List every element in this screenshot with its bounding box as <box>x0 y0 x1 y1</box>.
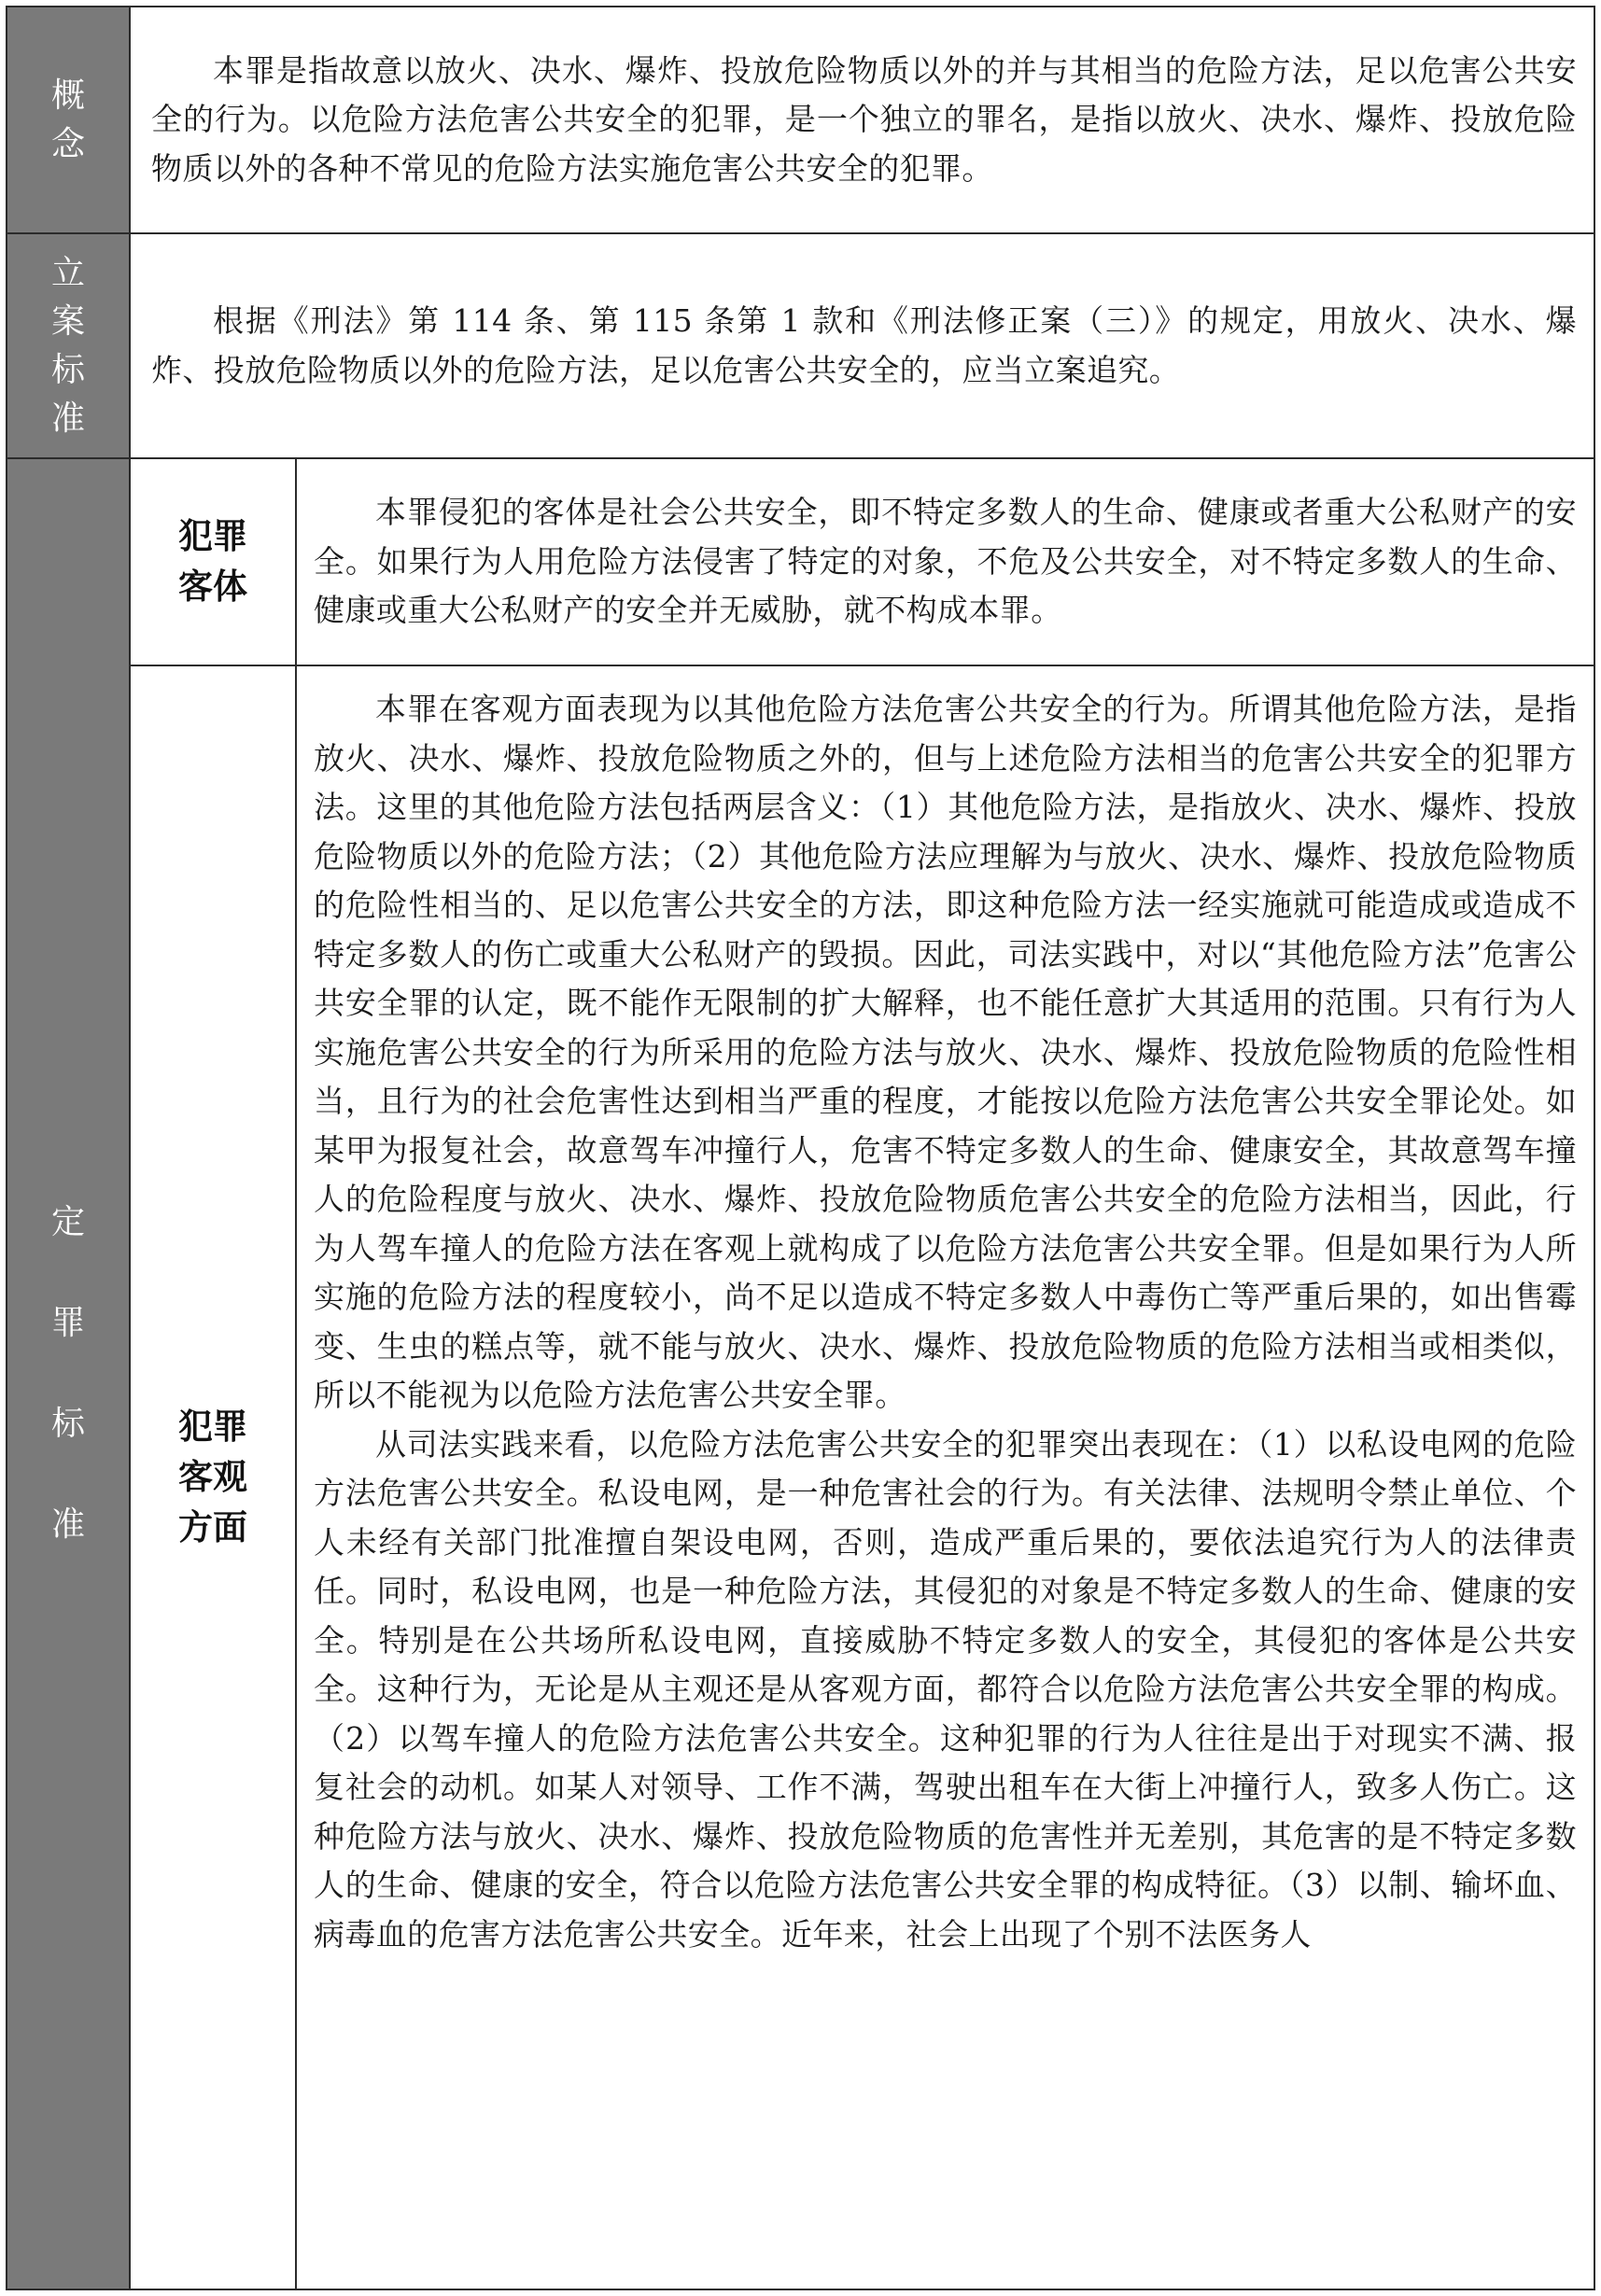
crime-objective-aspect-label: 犯罪客观方面 <box>178 1407 247 1547</box>
conviction-standard-row <box>7 459 1594 2289</box>
crime-object-subrow <box>131 459 1594 666</box>
conviction-standard-label: 定罪标准 <box>50 1203 85 1544</box>
filing-standard-row <box>7 234 1594 459</box>
crime-object-content-cell <box>297 459 1594 665</box>
filing-standard-content-cell <box>131 234 1594 457</box>
concept-text: 本罪是指故意以放火、决水、爆炸、投放危险物质以外的并与其相当的危险方法，足以危害公共安全的行为。以危险方法危害公共安全的犯罪，是一个独立的罪名，是指以放火、决水、爆炸、投放危险物质以外的各种不常见的危险方法实施危害公共安全的犯罪。 <box>151 51 1577 187</box>
conviction-standard-label-cell <box>7 459 131 2289</box>
crime-object-label: 犯罪客体 <box>178 516 247 607</box>
crime-objective-aspect-content-cell <box>297 666 1594 2289</box>
filing-standard-label-cell <box>7 234 131 457</box>
objective-paragraph: 本罪在客观方面表现为以其他危险方法危害公共安全的行为。所谓其他危险方法，是指放火、决水、爆炸、投放危险物质之外的，但与上述危险方法相当的危害公共安全的犯罪方法。这里的其他危险方法包括两层含义：（1）其他危险方法，是指放火、决水、爆炸、投放危险物质以外的危险方法；（2）其他危险方法应理解为与放火、决水、爆炸、投放危险物质的危险性相当的、足以危害公共安全的方法，即这种危险方法一经实施就可能造成或造成不特定多数人的伤亡或重大公私财产的毁损。因此，司法实践中，对以“其他危险方法”危害公共安全罪的认定，既不能作无限制的扩大解释，也不能任意扩大其适用的范围。只有行为人实施危害公共安全的行为所采用的危险方法与放火、决水、爆炸、投放危险物质的危险性相当，且行为的社会危害性达到相当严重的程度，才能按以危险方法危害公共安全罪论处。如某甲为报复社会，故意驾车冲撞行人，危害不特定多数人的生命、健康安全，其故意驾车撞人的危险程度与放火、决水、爆炸、投放危险物质危害公共安全的危险方法相当，因此，行为人驾车撞人的危险方法在客观上就构成了以危险方法危害公共安全罪。但是如果行为人所实施的危险方法的程度较小，尚不足以造成不特定多数人中毒伤亡等严重后果的，如出售霉变、生虫的糕点等，就不能与放火、决水、爆炸、投放危险物质的危险方法相当或相类似，所以不能视为以危险方法危害公共安全罪。 <box>314 691 1577 1413</box>
concept-content-cell <box>131 7 1594 232</box>
filing-standard-text: 根据《刑法》第 114 条、第 115 条第 1 款和《刑法修正案（三）》的规定，用放火、决水、爆炸、投放危险物质以外的危险方法，足以危害公共安全的，应当立案追究。 <box>151 302 1577 388</box>
concept-label: 概念 <box>50 76 85 163</box>
crime-object-text: 本罪侵犯的客体是社会公共安全，即不特定多数人的生命、健康或者重大公私财产的安全。如果行为人用危险方法侵害了特定的对象，不危及公共安全，对不特定多数人的生命、健康或重大公私财产的安全并无威胁，就不构成本罪。 <box>314 494 1577 629</box>
concept-label-cell <box>7 7 131 232</box>
crime-object-label-cell <box>131 459 297 665</box>
concept-row <box>7 7 1594 234</box>
objective-paragraph: 从司法实践来看，以危险方法危害公共安全的犯罪突出表现在：（1）以私设电网的危险方法危害公共安全。私设电网，是一种危害社会的行为。有关法律、法规明令禁止单位、个人未经有关部门批准擅自架设电网，否则，造成严重后果的，要依法追究行为人的法律责任。同时，私设电网，也是一种危险方法，其侵犯的对象是不特定多数人的生命、健康的安全。特别是在公共场所私设电网，直接威胁不特定多数人的安全，其侵犯的客体是公共安全。这种行为，无论是从主观还是从客观方面，都符合以危险方法危害公共安全罪的构成。（2）以驾车撞人的危险方法危害公共安全。这种犯罪的行为人往往是出于对现实不满、报复社会的动机。如某人对领导、工作不满，驾驶出租车在大街上冲撞行人，致多人伤亡。这种危险方法与放火、决水、爆炸、投放危险物质的危害性并无差别，其危害的是不特定多数人的生命、健康的安全，符合以危险方法危害公共安全罪的构成特征。（3）以制、输坏血、病毒血的危害方法危害公共安全。近年来，社会上出现了个别不法医务人 <box>314 1425 1577 1953</box>
crime-objective-aspect-subrow <box>131 666 1594 2289</box>
crime-objective-aspect-label-cell <box>131 666 297 2289</box>
filing-standard-label: 立案标准 <box>50 253 85 438</box>
crime-standards-table <box>6 6 1595 2290</box>
